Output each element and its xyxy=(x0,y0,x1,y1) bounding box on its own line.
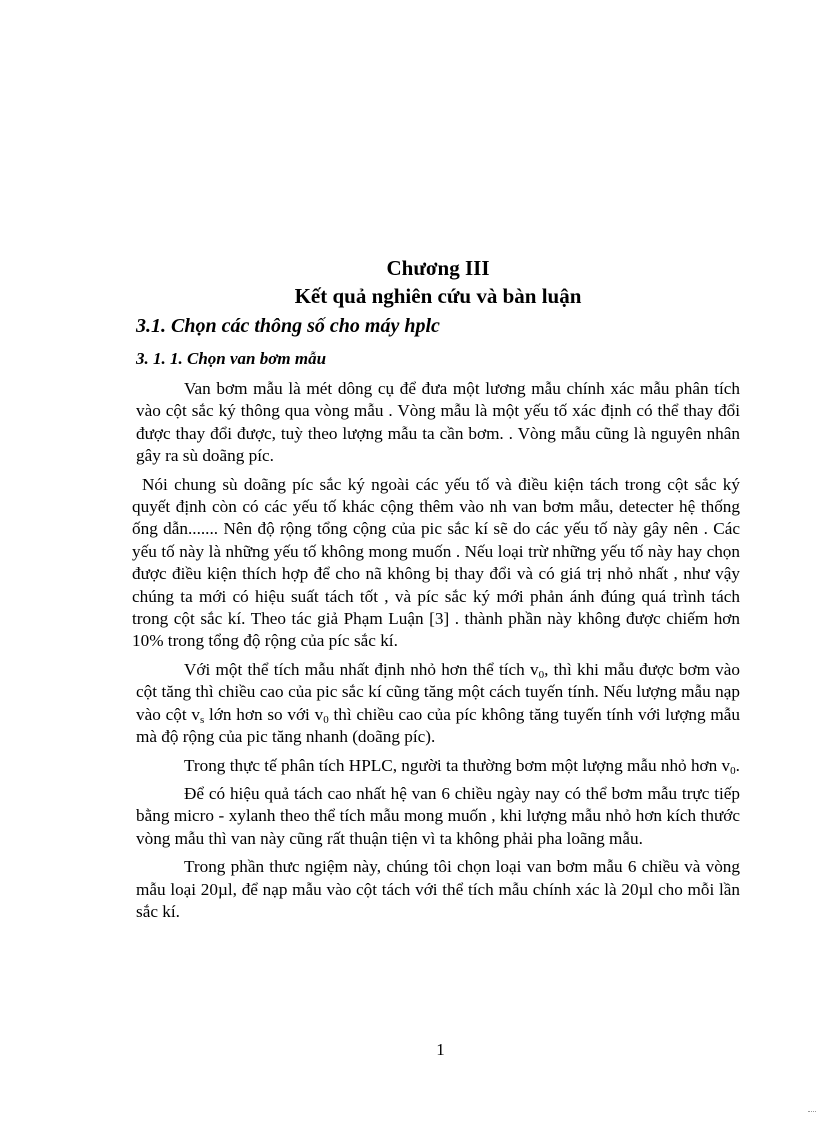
paragraph-1: Van bơm mẫu là mét dông cụ để đưa một lương mẫu chính xác mẫu phân tích vào cột sắc ký thông qua vòng mẫu . Vòng mẫu là một yếu tố xác định có thể thay đổi được thay đổi được, tuỳ theo lượng mẫu ta cần bơm. . Vòng mẫu cũng là nguyên nhân gây ra sù doãng píc. xyxy=(136,379,740,466)
paragraph-6: Trong phần thưc ngiệm này, chúng tôi chọn loại van bơm mẫu 6 chiều và vòng mẫu loại 20µl, để nạp mẫu vào cột tách với thể tích mẫu chính xác là 20µl cho mỗi lần sắc kí. xyxy=(136,857,740,921)
chapter-number: Chương III xyxy=(386,256,490,280)
paragraph-5: Để có hiệu quả tách cao nhất hệ van 6 chiều ngày nay có thể bơm mẫu trực tiếp bằng micro - xylanh theo thể tích mẫu mong muốn , khi lượng mẫu nhỏ hơn kích thước vòng mẫu thì van này cũng rất thuận tiện vì ta không phải pha loãng mẫu. xyxy=(136,783,740,848)
chapter-title-block xyxy=(0,254,816,310)
paragraph-2: Nói chung sù doãng píc sắc ký ngoài các yếu tố và điều kiện tách trong cột sắc ký quyết định còn có các yếu tố khác cộng thêm vào nh van bơm mẫu, detecter hệ thống ống dẫn....... Nên độ rộng tổng cộng của pic sắc kí sẽ do các yếu tố này gây nên . Các yếu tố này là những yếu tố không mong muốn . Nếu loại trừ những yếu tố này hay chọn được điều kiện thích hợp để cho nã không bị thay đổi và có giá trị nhỏ nhất , như vậy chúng ta mới có hiệu suất tách tốt , và píc sắc ký mới phản ánh đúng quá trình tách trong cột sắc kí. Theo tác giả Phạm Luận [3] . thành phần này không được chiếm hơn 10% trong tổng độ rộng của píc sắc kí. xyxy=(132,474,740,651)
subscript-v0-third: 0 xyxy=(730,764,736,777)
paragraph-3-text-b: , thì khi mẫu được bơm vào cột tăng thì chiều cao của pic sắc kí cũng tăng một cách tuyến tính. Nếu lượng mẫu nạp vào cột v xyxy=(136,659,740,724)
body-text xyxy=(132,378,740,929)
paragraph-3-text-d: thì chiều cao của píc không tăng tuyến tính với lượng mẫu mà độ rộng của pic tăng nhanh (doãng píc). xyxy=(136,704,740,747)
paragraph-3-text-c: lớn hơn so với v xyxy=(204,704,324,724)
paragraph-4 xyxy=(136,755,740,777)
subscript-v0: 0 xyxy=(538,668,545,681)
paragraph-3-text-a: Với một thể tích mẫu nhất định nhỏ hơn thể tích v xyxy=(184,659,539,679)
subscript-v0-second: 0 xyxy=(323,713,329,726)
chapter-title: Kết quả nghiên cứu và bàn luận xyxy=(294,284,582,308)
section-heading: 3.1. Chọn các thông số cho máy hplc xyxy=(136,315,440,337)
subsection-heading: 3. 1. 1. Chọn van bơm mẫu xyxy=(136,349,327,368)
paragraph-4-text-b: . xyxy=(735,755,740,775)
page-number: 1 xyxy=(436,1040,445,1059)
page-corner-mark xyxy=(808,1111,816,1113)
paragraph-3 xyxy=(136,659,740,749)
paragraph-4-text-a: Trong thực tế phân tích HPLC, người ta thường bơm một lượng mẫu nhỏ hơn v xyxy=(184,755,731,775)
subscript-vs: s xyxy=(199,713,205,726)
